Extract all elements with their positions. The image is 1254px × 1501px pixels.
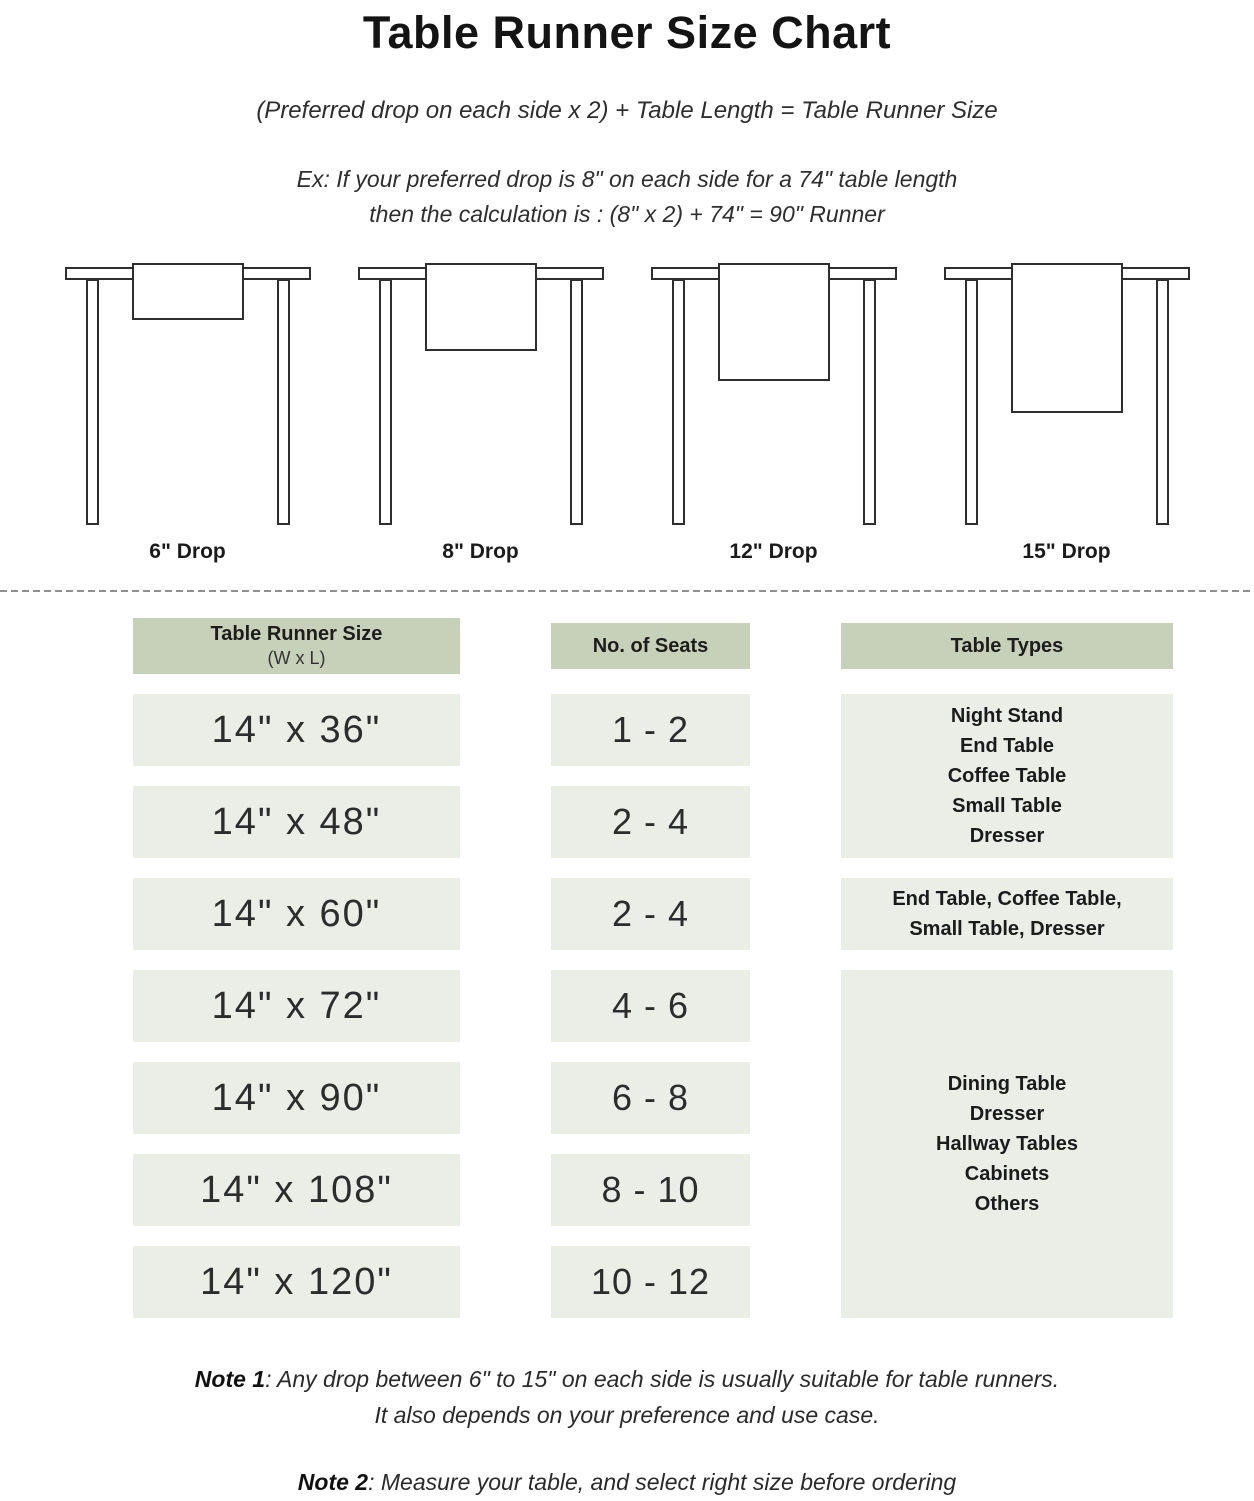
dashed-divider xyxy=(0,590,1254,592)
table-row xyxy=(551,694,750,766)
table-type: End Table xyxy=(959,735,1055,758)
table-row xyxy=(133,878,460,950)
table-row xyxy=(551,1062,750,1134)
size-chart-table xyxy=(133,618,1173,1318)
table-row xyxy=(133,786,460,858)
note-2-label: Note 2 xyxy=(297,1469,369,1496)
table-type: Small Table, Dresser xyxy=(909,918,1105,941)
drop-label: 6" Drop xyxy=(149,540,226,564)
table-type: Coffee Table xyxy=(947,765,1067,788)
seats-value: 10 - 12 xyxy=(590,1261,711,1303)
header-runner-size-title: Table Runner Size xyxy=(210,623,383,646)
runner-size-value: 14" x 72" xyxy=(211,984,382,1027)
table-row xyxy=(551,878,750,950)
note-1-text: : Any drop between 6" to 15" on each side is usually suitable for table runners. xyxy=(265,1366,1060,1393)
table-row xyxy=(133,1154,460,1226)
runner-size-formula: (Preferred drop on each side x 2) + Table Length = Table Runner Size xyxy=(256,97,998,124)
table-leg-left xyxy=(379,279,392,525)
drop-diagram-12 xyxy=(627,267,920,564)
table-types-group-2 xyxy=(841,878,1173,950)
seats-value: 2 - 4 xyxy=(611,893,690,935)
table-leg-right xyxy=(863,279,876,525)
table-row xyxy=(133,1062,460,1134)
table-row xyxy=(551,1246,750,1318)
runner-rect xyxy=(718,263,830,381)
table-row xyxy=(551,970,750,1042)
table-illustration xyxy=(651,267,897,525)
drop-label: 8" Drop xyxy=(442,540,519,564)
table-illustration xyxy=(358,267,604,525)
table-type: Dresser xyxy=(969,825,1045,848)
runner-size-value: 14" x 48" xyxy=(211,800,382,843)
table-type: Cabinets xyxy=(964,1163,1050,1186)
table-type: Night Stand xyxy=(950,705,1064,728)
page-title: Table Runner Size Chart xyxy=(362,7,892,58)
drop-diagrams-row xyxy=(0,267,1254,564)
drop-diagram-15 xyxy=(920,267,1213,564)
note-2 xyxy=(0,1465,1254,1501)
table-row xyxy=(551,1154,750,1226)
runner-rect xyxy=(1011,263,1123,413)
example-line-2: then the calculation is : (8" x 2) + 74" = 90" Runner xyxy=(369,201,885,228)
table-type: Hallway Tables xyxy=(936,1133,1078,1156)
table-types-group-1 xyxy=(841,694,1173,858)
table-row xyxy=(133,694,460,766)
table-row xyxy=(551,786,750,858)
table-leg-right xyxy=(1156,279,1169,525)
runner-rect xyxy=(132,263,244,320)
seats-value: 2 - 4 xyxy=(611,801,690,843)
runner-size-value: 14" x 120" xyxy=(200,1260,393,1303)
example-line-1: Ex: If your preferred drop is 8" on each side for a 74" table length xyxy=(296,165,958,192)
runner-size-value: 14" x 108" xyxy=(200,1168,393,1211)
table-leg-left xyxy=(965,279,978,525)
seats-value: 8 - 10 xyxy=(601,1169,700,1211)
table-row xyxy=(133,1246,460,1318)
drop-label: 12" Drop xyxy=(729,540,818,564)
drop-label: 15" Drop xyxy=(1022,540,1111,564)
seats-value: 1 - 2 xyxy=(611,709,690,751)
table-types-group-3 xyxy=(841,970,1173,1318)
header-runner-size-sub: (W x L) xyxy=(267,648,326,669)
table-type: Dresser xyxy=(969,1103,1045,1126)
drop-diagram-6 xyxy=(41,267,334,564)
note-1-text-line2: It also depends on your preference and use case. xyxy=(374,1401,880,1428)
header-seats-title: No. of Seats xyxy=(592,635,709,658)
drop-diagram-8 xyxy=(334,267,627,564)
note-1-label: Note 1 xyxy=(194,1366,266,1393)
header-runner-size xyxy=(133,618,460,674)
runner-size-value: 14" x 90" xyxy=(211,1076,382,1119)
notes-section xyxy=(0,1362,1254,1501)
table-type: Others xyxy=(974,1193,1040,1216)
runner-size-value: 14" x 60" xyxy=(211,892,382,935)
table-leg-left xyxy=(86,279,99,525)
formula-example xyxy=(0,162,1254,233)
table-illustration xyxy=(65,267,311,525)
seats-value: 4 - 6 xyxy=(611,985,690,1027)
runner-size-value: 14" x 36" xyxy=(211,708,382,751)
note-1 xyxy=(0,1362,1254,1433)
table-type: Dining Table xyxy=(947,1073,1067,1096)
table-leg-right xyxy=(570,279,583,525)
header-table-types xyxy=(841,623,1173,669)
note-2-text: : Measure your table, and select right size before ordering xyxy=(368,1469,957,1496)
table-type: Small Table xyxy=(952,795,1062,818)
header-seats xyxy=(551,623,750,669)
table-type: End Table, Coffee Table, xyxy=(892,888,1122,911)
runner-rect xyxy=(425,263,537,351)
header-table-types-title: Table Types xyxy=(950,635,1064,658)
seats-value: 6 - 8 xyxy=(611,1077,690,1119)
table-illustration xyxy=(944,267,1190,525)
table-leg-right xyxy=(277,279,290,525)
table-leg-left xyxy=(672,279,685,525)
table-row xyxy=(133,970,460,1042)
